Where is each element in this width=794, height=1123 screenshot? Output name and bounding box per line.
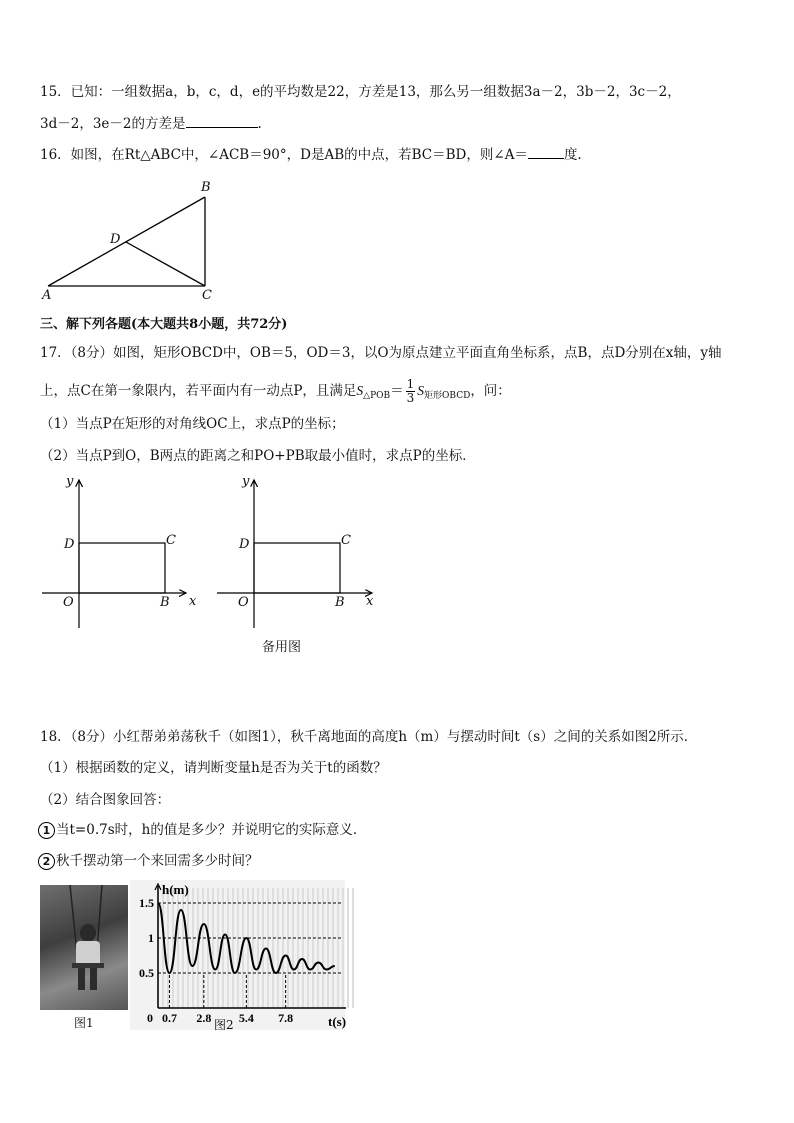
q16-text <box>40 144 582 165</box>
y-tick-label: 1.5 <box>139 896 154 910</box>
s-pob-sub: △POB <box>363 391 391 401</box>
x-tick-label: 0.7 <box>161 1011 177 1025</box>
circled-number-2: 2 <box>38 853 55 870</box>
fig1-caption: 图1 <box>74 1016 94 1030</box>
q15-line2-end: . <box>257 116 262 132</box>
frac-den: 3 <box>406 391 415 405</box>
q16-question: 16．如图，在Rt△ABC中，∠ACB＝90°，D是AB的中点，若BC＝BD，则∠A＝ <box>40 147 528 163</box>
fig1-y-label: y <box>66 474 74 489</box>
answer-blank[interactable] <box>186 113 258 128</box>
circled-number-1: 1 <box>38 822 55 839</box>
q18-sub2 <box>38 851 259 871</box>
fig1-D-label: D <box>64 537 75 552</box>
q18-part2: （2）结合图象回答： <box>40 792 171 808</box>
s-rect-sub: 矩形OBCD <box>424 391 471 401</box>
fig2-D-label: D <box>239 537 250 552</box>
q16-end: 度. <box>563 147 582 163</box>
y-tick-label: 0.5 <box>139 966 154 980</box>
q18-part1: （1）根据函数的定义，请判断变量h是否为关于t的函数？ <box>40 760 387 776</box>
backup-figure-caption: 备用图 <box>262 640 302 655</box>
s-rect: S <box>417 383 425 398</box>
frac-num: 1 <box>406 377 415 391</box>
q18-line1: 18．（8分）小红帮弟弟荡秋千（如图1），秋千离地面的高度h（m）与摆动时间t（s）之间的关系如图2所示． <box>40 729 698 745</box>
section-title: 三、解下列各题(本大题共8小题，共72分) <box>40 317 288 332</box>
x-tick-label: 5.4 <box>238 1011 254 1025</box>
label-C: C <box>202 288 212 303</box>
fig2-O-label: O <box>238 595 249 610</box>
label-D: D <box>110 232 121 247</box>
equals: ＝ <box>390 383 404 399</box>
x-tick-label: 0 <box>147 1011 153 1025</box>
swing-photo <box>40 885 128 1010</box>
q17-line2-end: ，问： <box>470 383 511 399</box>
x-axis-label: t(s) <box>328 1014 347 1029</box>
label-B: B <box>201 180 211 195</box>
answer-blank[interactable] <box>528 144 564 159</box>
q18-sub1 <box>38 820 366 840</box>
q17-line2-text: 上，点C在第一象限内，若平面内有一动点P，且满足 <box>40 383 357 399</box>
y-tick-label: 1 <box>148 931 154 945</box>
q15-line1: 15．已知：一组数据a，b，c，d，e的平均数是22，方差是13，那么另一组数据3a－2，3b－2，3c－2， <box>40 84 681 100</box>
fraction <box>406 378 416 405</box>
fig2-caption: 图2 <box>214 1018 234 1032</box>
fig1-O-label: O <box>63 595 74 610</box>
s-pob: S <box>356 383 364 398</box>
fig2-x-label: x <box>366 594 374 609</box>
fig1-x-label: x <box>189 594 197 609</box>
q15-line2-text: 3d－2，3e－2的方差是 <box>40 116 186 132</box>
fig2-C-label: C <box>341 533 351 548</box>
q17-line1: 17．（8分）如图，矩形OBCD中，OB＝5，OD＝3，以O为原点建立平面直角坐标系，点B，点D分别在x轴，y轴 <box>40 345 722 361</box>
fig1-C-label: C <box>166 533 176 548</box>
q18-sub2-text: 秋千摆动第一个来回需多少时间？ <box>56 853 259 869</box>
x-tick-label: 2.8 <box>196 1011 212 1025</box>
fig1-B-label: B <box>160 595 170 610</box>
q17-part1: （1）当点P在矩形的对角线OC上，求点P的坐标； <box>40 416 345 432</box>
q15-line2 <box>40 113 262 134</box>
q18-sub1-text: 当t=0.7s时，h的值是多少？并说明它的实际意义． <box>56 822 367 838</box>
label-A: A <box>42 288 52 303</box>
y-axis-label: h(m) <box>162 882 189 897</box>
q17-part2: （2）当点P到O，B两点的距离之和PO+PB取最小值时，求点P的坐标． <box>40 448 476 464</box>
swing-height-chart <box>130 880 345 1030</box>
q17-line2 <box>40 378 511 406</box>
fig2-B-label: B <box>335 595 345 610</box>
fig2-y-label: y <box>242 474 250 489</box>
x-tick-label: 7.8 <box>278 1011 294 1025</box>
